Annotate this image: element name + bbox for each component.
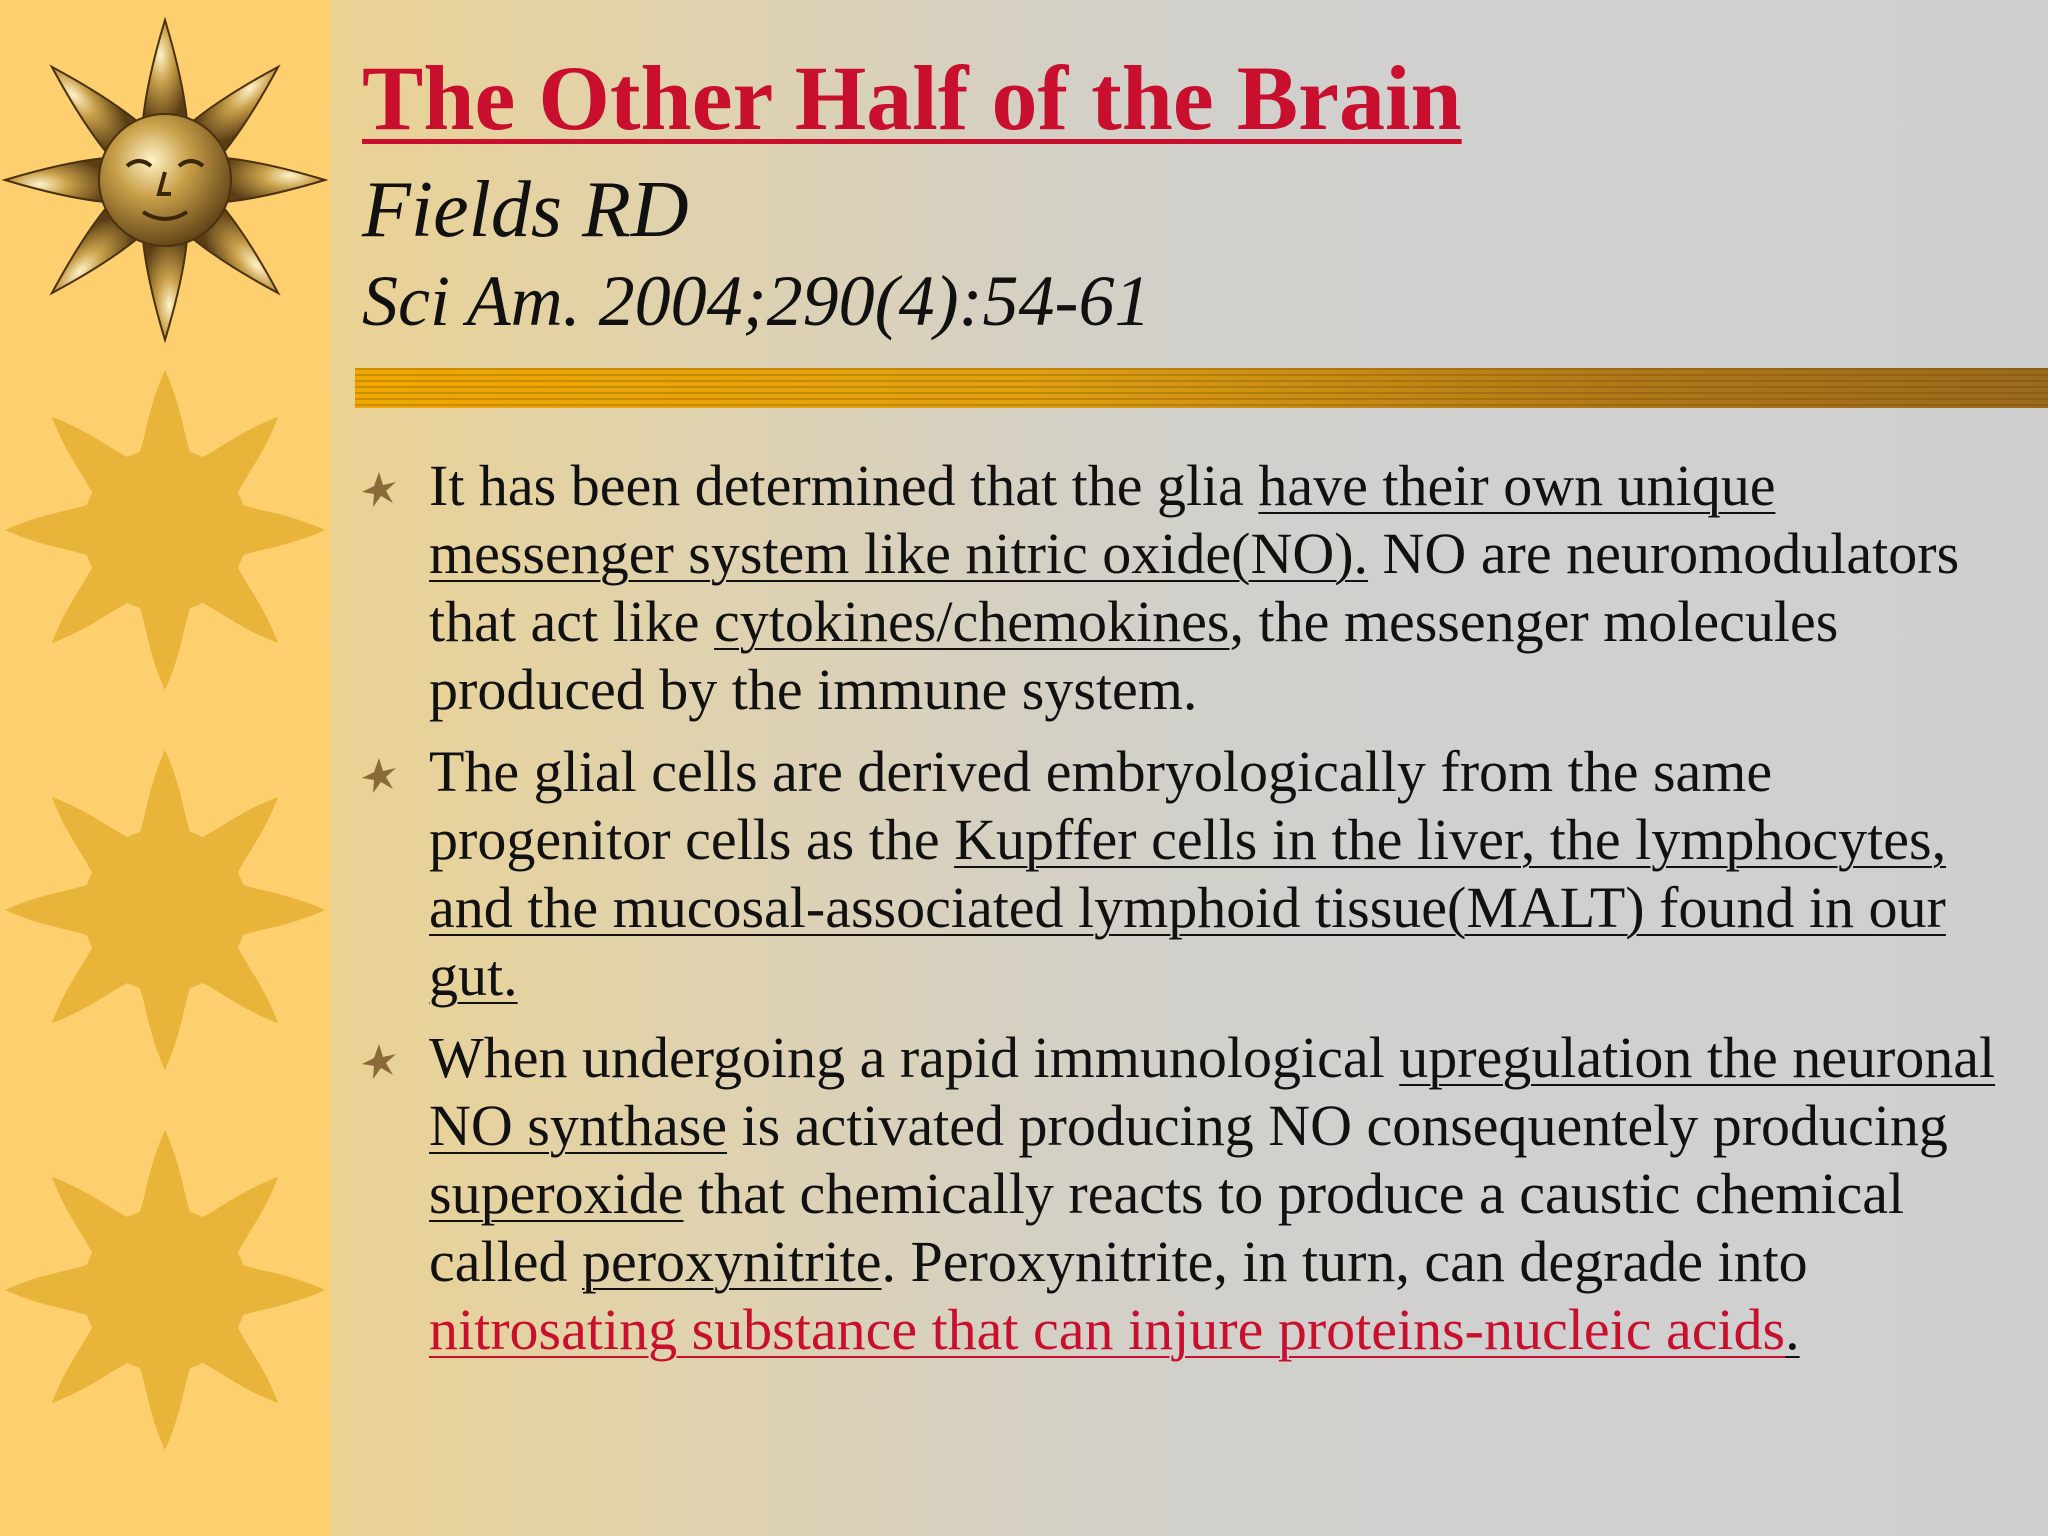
bullet-item [355,738,2025,1010]
text-run: NO are neuromodulators that act like [429,521,1960,654]
underlined-text-run: superoxide [429,1161,684,1226]
sun-icon [0,745,330,1075]
text-run: is activated producing NO consequentely producing [727,1093,1948,1158]
underlined-text-run: have their own unique messenger system like nitric oxide(NO). [429,453,1776,586]
sun-icon [0,365,330,695]
text-run: The glial cells are derived embryologically from the same progenitor cells as the [429,739,1773,872]
star-bullet-icon [359,756,399,796]
star-bullet-icon [359,470,399,510]
underlined-text-run: Kupffer cells in the liver, the lymphocytes, and the mucosal-associated lymphoid tissue(MALT) found in our gut. [429,807,1947,1008]
slide-citation: Sci Am. 2004;290(4):54-61 [362,261,1151,341]
sun-icon [0,1125,330,1455]
bullet-text [429,739,1946,1008]
text-run: It has been determined that the glia [429,453,1259,518]
slide-author: Fields RD [362,166,689,254]
bullet-text [429,1025,1995,1362]
bullet-item [355,452,2025,724]
underlined-text-run: upregulation the neuronal NO synthase [429,1025,1996,1158]
highlighted-red-text-run: nitrosating substance that can injure proteins-nucleic acids [429,1297,1786,1362]
star-bullet-icon [359,1042,399,1082]
bullet-item [355,1024,2025,1364]
underlined-text-run: peroxynitrite [581,1229,882,1294]
text-run: When undergoing a rapid immunological [429,1025,1400,1090]
text-run: . Peroxynitrite, in turn, can degrade into [881,1229,1808,1294]
underlined-text-run: cytokines/chemokines [714,589,1230,654]
title-divider-rule [355,368,2048,408]
text-run: , the messenger molecules produced by the immune system. [429,589,1839,722]
underlined-text-run: . [1785,1297,1800,1362]
bronze-sun-face-icon [0,10,330,350]
bullet-list [355,452,2025,1378]
text-run: that chemically reacts to produce a caustic chemical called [429,1161,1905,1294]
bullet-text [429,453,1959,722]
slide-title: The Other Half of the Brain [362,47,1462,149]
